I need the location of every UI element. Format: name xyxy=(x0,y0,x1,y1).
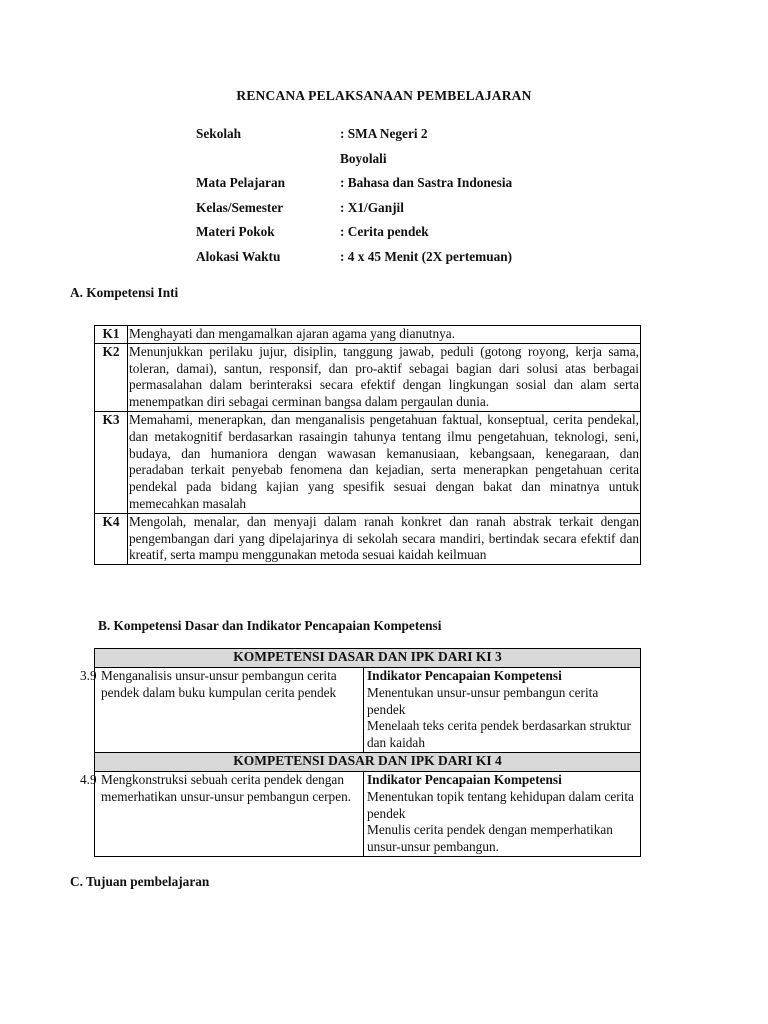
meta-value: : Bahasa dan Sastra Indonesia xyxy=(340,175,513,191)
kd-cell xyxy=(80,668,364,753)
meta-key: Kelas/Semester xyxy=(196,199,284,215)
kompetensi-dasar-table xyxy=(80,648,641,857)
kd-number: 4.9 xyxy=(80,771,97,787)
meta-value: Boyolali xyxy=(340,150,387,166)
meta-value: : SMA Negeri 2 xyxy=(340,126,428,142)
meta-key: Sekolah xyxy=(196,126,242,142)
section-a-heading: A. Kompetensi Inti xyxy=(70,285,179,300)
meta-value: : 4 x 45 Menit (2X pertemuan) xyxy=(340,248,513,264)
ki-description: Memahami, menerapkan, dan menganalisis pengetahuan faktual, konseptual, cerita pendekal, dan metakognitif berdasarkan rasaingin tahunya tentang ilmu pengetahuan, teknologi, seni, budaya, dan humaniora dengan wawasan kemanusiaan, kebangsaan, kenegaraan, dan peradaban terkait penyebab fenomena dan kejadian, serta menerapkan pengetahuan cerita pendekal pada bidang kajian yang spesifik sesuai dengan bakat dan minatnya untuk memecahkan masalah xyxy=(128,411,641,513)
ipk-item: Menentukan unsur-unsur pembangun cerita pendek xyxy=(367,684,599,717)
ipk-cell xyxy=(364,668,641,753)
lesson-meta xyxy=(196,122,616,269)
kd-header: KOMPETENSI DASAR DAN IPK DARI KI 4 xyxy=(95,752,641,771)
ki-description: Menghayati dan mengamalkan ajaran agama yang dianutnya. xyxy=(128,326,641,344)
meta-key: Mata Pelajaran xyxy=(196,175,285,191)
meta-value: : Cerita pendek xyxy=(340,224,429,240)
ipk-item: Menulis cerita pendek dengan memperhatikan unsur-unsur pembangun. xyxy=(367,822,613,855)
section-b-heading: B. Kompetensi Dasar dan Indikator Pencapaian Kompetensi xyxy=(98,618,442,633)
ki-code: K3 xyxy=(95,411,128,513)
ki-code: K4 xyxy=(95,513,128,564)
meta-key: Alokasi Waktu xyxy=(196,248,281,264)
ki-description: Mengolah, menalar, dan menyaji dalam ranah konkret dan ranah abstrak terkait dengan pengembangan dari yang dipelajarinya di sekolah secara mandiri, bertindak secara efektif dan kreatif, serta mampu menggunakan metoda sesuai kaidah keilmuan xyxy=(128,513,641,564)
document-title: RENCANA PELAKSANAAN PEMBELAJARAN xyxy=(236,88,532,103)
ipk-title: Indikator Pencapaian Kompetensi xyxy=(367,668,562,683)
kompetensi-inti-table xyxy=(94,325,641,565)
table-row xyxy=(95,411,641,513)
ipk-title: Indikator Pencapaian Kompetensi xyxy=(367,771,562,787)
meta-value: : X1/Ganjil xyxy=(340,199,404,215)
kd-number: 3.9 xyxy=(80,668,97,683)
kd-text: Menganalisis unsur-unsur pembangun cerita pendek dalam buku kumpulan cerita pendek xyxy=(101,668,337,700)
ki-description: Menunjukkan perilaku jujur, disiplin, tanggung jawab, peduli (gotong royong, kerja sama, toleran, damai), santun, responsif, dan pro-aktif sebagai bagian dari solusi atas berbagai permasalahan dalam berinteraksi secara efektif dengan lingkungan sosial dan alam serta menempatkan diri sebagai cerminan bangsa dalam pergaulan dunia. xyxy=(128,343,641,411)
meta-row-topic xyxy=(196,220,616,245)
ipk-item: Menelaah teks cerita pendek berdasarkan struktur dan kaidah xyxy=(367,718,631,751)
meta-row-time xyxy=(196,245,616,270)
table-row xyxy=(95,668,641,753)
ipk-item: Menentukan topik tentang kehidupan dalam cerita pendek xyxy=(367,788,634,821)
kd-header: KOMPETENSI DASAR DAN IPK DARI KI 3 xyxy=(95,649,641,668)
ipk-cell xyxy=(364,771,641,856)
table-header-row xyxy=(95,752,641,771)
table-row xyxy=(95,513,641,564)
section-c-heading: C. Tujuan pembelajaran xyxy=(70,874,210,889)
table-row xyxy=(95,343,641,411)
meta-row-school xyxy=(196,122,616,147)
meta-row-school-cont xyxy=(196,147,616,172)
meta-row-subject xyxy=(196,171,616,196)
table-row xyxy=(95,771,641,856)
table-row xyxy=(95,326,641,344)
kd-cell xyxy=(80,771,364,856)
kd-text: Mengkonstruksi sebuah cerita pendek dengan memerhatikan unsur-unsur pembangun cerpen. xyxy=(101,771,352,804)
ki-code: K1 xyxy=(95,326,128,344)
meta-row-class xyxy=(196,196,616,221)
ki-code: K2 xyxy=(95,343,128,411)
meta-key: Materi Pokok xyxy=(196,224,275,240)
table-header-row xyxy=(95,649,641,668)
